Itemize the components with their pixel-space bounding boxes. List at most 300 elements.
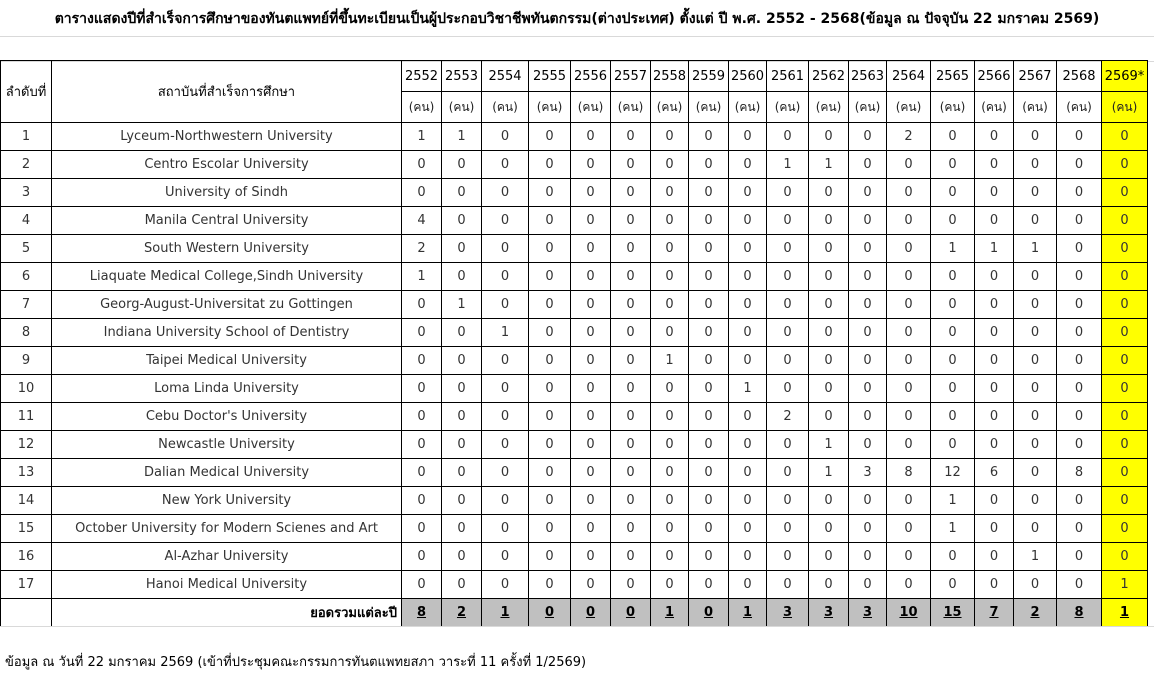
- count-cell: 0: [689, 123, 729, 151]
- count-cell: 0: [402, 151, 442, 179]
- count-cell: 0: [442, 347, 482, 375]
- count-cell: 0: [729, 291, 767, 319]
- count-cell: 0: [689, 431, 729, 459]
- count-cell: 0: [809, 375, 849, 403]
- row-number: 6: [1, 263, 52, 291]
- count-cell: 0: [1102, 123, 1148, 151]
- count-cell: 0: [571, 123, 611, 151]
- count-cell: 0: [442, 179, 482, 207]
- count-cell: 1: [482, 319, 529, 347]
- count-cell: 0: [767, 375, 809, 403]
- count-cell: 0: [729, 207, 767, 235]
- count-cell: 0: [849, 291, 887, 319]
- total-cell: 0: [571, 599, 611, 627]
- count-cell: 0: [767, 347, 809, 375]
- count-cell: 0: [729, 235, 767, 263]
- count-cell: 2: [767, 403, 809, 431]
- count-cell: 0: [729, 543, 767, 571]
- row-number: 1: [1, 123, 52, 151]
- count-cell: 1: [809, 431, 849, 459]
- count-cell: 0: [767, 319, 809, 347]
- count-cell: 0: [887, 571, 931, 599]
- count-cell: 0: [767, 459, 809, 487]
- count-cell: 0: [1014, 319, 1057, 347]
- count-cell: 0: [482, 375, 529, 403]
- count-cell: 0: [767, 235, 809, 263]
- count-cell: 0: [689, 571, 729, 599]
- count-cell: 0: [402, 459, 442, 487]
- count-cell: 0: [1014, 347, 1057, 375]
- count-cell: 0: [1102, 291, 1148, 319]
- count-cell: 0: [809, 319, 849, 347]
- count-cell: 0: [849, 207, 887, 235]
- count-cell: 0: [571, 543, 611, 571]
- count-cell: 0: [442, 543, 482, 571]
- row-number: 16: [1, 543, 52, 571]
- count-cell: 0: [482, 543, 529, 571]
- count-cell: 0: [809, 347, 849, 375]
- count-cell: 0: [767, 543, 809, 571]
- row-number: 7: [1, 291, 52, 319]
- count-cell: 0: [729, 179, 767, 207]
- table-row: [1, 291, 1148, 319]
- count-cell: 0: [887, 207, 931, 235]
- count-cell: 0: [611, 515, 651, 543]
- count-cell: 0: [887, 347, 931, 375]
- institution-name: Centro Escolar University: [52, 151, 402, 179]
- count-cell: 0: [571, 431, 611, 459]
- count-cell: 0: [1014, 487, 1057, 515]
- count-cell: 0: [1102, 403, 1148, 431]
- year-header-row: [1, 61, 1148, 92]
- count-cell: 0: [689, 319, 729, 347]
- year-header: 2559: [689, 61, 729, 92]
- table-row: [1, 487, 1148, 515]
- institution-name: Taipei Medical University: [52, 347, 402, 375]
- count-cell: 0: [611, 487, 651, 515]
- unit-label: (คน): [1014, 92, 1057, 123]
- count-cell: 6: [975, 459, 1014, 487]
- institution-name: Manila Central University: [52, 207, 402, 235]
- institution-name: South Western University: [52, 235, 402, 263]
- count-cell: 0: [651, 179, 689, 207]
- count-cell: 0: [611, 347, 651, 375]
- year-header: 2563: [849, 61, 887, 92]
- count-cell: 0: [529, 571, 571, 599]
- count-cell: 0: [482, 263, 529, 291]
- count-cell: 0: [849, 487, 887, 515]
- institution-name: Georg-August-Universitat zu Gottingen: [52, 291, 402, 319]
- count-cell: 0: [729, 459, 767, 487]
- count-cell: 0: [529, 263, 571, 291]
- count-cell: 0: [887, 543, 931, 571]
- count-cell: 0: [887, 235, 931, 263]
- count-cell: 0: [931, 319, 975, 347]
- year-header: 2557: [611, 61, 651, 92]
- count-cell: 0: [571, 263, 611, 291]
- count-cell: 3: [849, 459, 887, 487]
- count-cell: 0: [651, 515, 689, 543]
- count-cell: 0: [689, 151, 729, 179]
- count-cell: 0: [1057, 291, 1102, 319]
- count-cell: 0: [529, 487, 571, 515]
- count-cell: 0: [975, 487, 1014, 515]
- count-cell: 0: [1057, 375, 1102, 403]
- count-cell: 0: [849, 347, 887, 375]
- count-cell: 0: [571, 235, 611, 263]
- count-cell: 0: [402, 375, 442, 403]
- count-cell: 0: [849, 123, 887, 151]
- unit-label: (คน): [442, 92, 482, 123]
- totals-row: [1, 599, 1148, 627]
- count-cell: 0: [1102, 487, 1148, 515]
- row-number: 2: [1, 151, 52, 179]
- count-cell: 0: [482, 179, 529, 207]
- count-cell: 0: [809, 487, 849, 515]
- unit-label: (คน): [729, 92, 767, 123]
- count-cell: 0: [729, 319, 767, 347]
- count-cell: 1: [729, 375, 767, 403]
- count-cell: 0: [887, 319, 931, 347]
- count-cell: 0: [611, 179, 651, 207]
- year-header: 2558: [651, 61, 689, 92]
- total-cell: 1: [1102, 599, 1148, 627]
- count-cell: 0: [611, 151, 651, 179]
- count-cell: 0: [887, 515, 931, 543]
- total-cell: 15: [931, 599, 975, 627]
- count-cell: 0: [1102, 151, 1148, 179]
- count-cell: 0: [849, 515, 887, 543]
- unit-label: (คน): [402, 92, 442, 123]
- count-cell: 0: [729, 571, 767, 599]
- unit-label: (คน): [887, 92, 931, 123]
- graduation-table: [0, 60, 1148, 627]
- row-number: 15: [1, 515, 52, 543]
- count-cell: 0: [529, 319, 571, 347]
- count-cell: 0: [849, 151, 887, 179]
- count-cell: 0: [651, 123, 689, 151]
- footnote: [0, 626, 1154, 674]
- count-cell: 0: [1014, 375, 1057, 403]
- table-row: [1, 263, 1148, 291]
- row-number: 3: [1, 179, 52, 207]
- count-cell: 0: [1102, 179, 1148, 207]
- count-cell: 0: [689, 459, 729, 487]
- count-cell: 0: [931, 347, 975, 375]
- row-number: 17: [1, 571, 52, 599]
- count-cell: 0: [529, 459, 571, 487]
- count-cell: 0: [402, 487, 442, 515]
- unit-label: (คน): [529, 92, 571, 123]
- count-cell: 0: [651, 543, 689, 571]
- institution-name: Loma Linda University: [52, 375, 402, 403]
- count-cell: 0: [529, 207, 571, 235]
- count-cell: 0: [1014, 151, 1057, 179]
- year-header: 2567: [1014, 61, 1057, 92]
- count-cell: 0: [975, 207, 1014, 235]
- table-row: [1, 207, 1148, 235]
- row-number: 11: [1, 403, 52, 431]
- count-cell: 0: [1014, 571, 1057, 599]
- institution-name: Liaquate Medical College,Sindh University: [52, 263, 402, 291]
- count-cell: 8: [1057, 459, 1102, 487]
- count-cell: 0: [729, 123, 767, 151]
- count-cell: 0: [402, 515, 442, 543]
- total-cell: 3: [849, 599, 887, 627]
- count-cell: 0: [729, 431, 767, 459]
- unit-label: (คน): [611, 92, 651, 123]
- year-header: 2561: [767, 61, 809, 92]
- count-cell: 0: [887, 151, 931, 179]
- count-cell: 0: [1057, 543, 1102, 571]
- count-cell: 0: [482, 151, 529, 179]
- count-cell: 0: [611, 375, 651, 403]
- year-header: 2568: [1057, 61, 1102, 92]
- count-cell: 0: [809, 123, 849, 151]
- count-cell: 0: [442, 487, 482, 515]
- count-cell: 0: [767, 431, 809, 459]
- unit-label: (คน): [809, 92, 849, 123]
- count-cell: 0: [1014, 431, 1057, 459]
- count-cell: 0: [767, 207, 809, 235]
- institution-name: New York University: [52, 487, 402, 515]
- unit-label: (คน): [975, 92, 1014, 123]
- count-cell: 0: [611, 319, 651, 347]
- unit-label: (คน): [689, 92, 729, 123]
- count-cell: 0: [975, 291, 1014, 319]
- count-cell: 0: [571, 207, 611, 235]
- row-number: 14: [1, 487, 52, 515]
- count-cell: 0: [651, 291, 689, 319]
- count-cell: 0: [1014, 291, 1057, 319]
- total-cell: 10: [887, 599, 931, 627]
- count-cell: 0: [931, 543, 975, 571]
- count-cell: 0: [689, 235, 729, 263]
- count-cell: 0: [529, 431, 571, 459]
- count-cell: 0: [442, 151, 482, 179]
- count-cell: 1: [809, 151, 849, 179]
- count-cell: 0: [611, 123, 651, 151]
- count-cell: 0: [651, 319, 689, 347]
- count-cell: 0: [1057, 151, 1102, 179]
- count-cell: 0: [1102, 347, 1148, 375]
- count-cell: 0: [729, 263, 767, 291]
- table-row: [1, 123, 1148, 151]
- count-cell: 0: [887, 375, 931, 403]
- count-cell: 1: [1102, 571, 1148, 599]
- count-cell: 0: [849, 431, 887, 459]
- total-cell: 3: [767, 599, 809, 627]
- row-number: 9: [1, 347, 52, 375]
- count-cell: 0: [482, 515, 529, 543]
- count-cell: 0: [651, 487, 689, 515]
- count-cell: 0: [849, 179, 887, 207]
- unit-label: (คน): [1102, 92, 1148, 123]
- count-cell: 0: [975, 515, 1014, 543]
- count-cell: 0: [887, 291, 931, 319]
- count-cell: 0: [529, 403, 571, 431]
- count-cell: 0: [402, 319, 442, 347]
- count-cell: 0: [931, 179, 975, 207]
- count-cell: 0: [1014, 179, 1057, 207]
- page-title: ตารางแสดงปีที่สำเร็จการศึกษาของทันตแพทย์ที่ขึ้นทะเบียนเป็นผู้ประกอบวิชาชีพทันตกรรม(ต่างประเทศ) ตั้งแต่ ปี พ.ศ. 2552 - 2568(ข้อมูล ณ ปัจจุบัน 22 มกราคม 2569): [54, 11, 1100, 27]
- count-cell: 0: [809, 571, 849, 599]
- count-cell: 0: [767, 291, 809, 319]
- count-cell: 0: [482, 347, 529, 375]
- count-cell: 0: [931, 207, 975, 235]
- count-cell: 0: [482, 207, 529, 235]
- count-cell: 0: [1057, 487, 1102, 515]
- count-cell: 0: [571, 319, 611, 347]
- count-cell: 0: [931, 431, 975, 459]
- total-cell: 7: [975, 599, 1014, 627]
- count-cell: 0: [611, 459, 651, 487]
- count-cell: 0: [611, 263, 651, 291]
- year-header: 2565: [931, 61, 975, 92]
- count-cell: 0: [571, 403, 611, 431]
- count-cell: 0: [1014, 207, 1057, 235]
- row-number: 8: [1, 319, 52, 347]
- count-cell: 1: [402, 263, 442, 291]
- count-cell: 0: [1057, 179, 1102, 207]
- institution-header: สถาบันที่สำเร็จการศึกษา: [52, 61, 402, 123]
- institution-name: Indiana University School of Dentistry: [52, 319, 402, 347]
- count-cell: 0: [809, 263, 849, 291]
- year-header: 2569*: [1102, 61, 1148, 92]
- count-cell: 0: [1102, 207, 1148, 235]
- count-cell: 0: [1014, 459, 1057, 487]
- table-row: [1, 375, 1148, 403]
- count-cell: 2: [887, 123, 931, 151]
- year-header: 2566: [975, 61, 1014, 92]
- count-cell: 2: [402, 235, 442, 263]
- count-cell: 0: [1057, 403, 1102, 431]
- count-cell: 0: [529, 347, 571, 375]
- unit-label: (คน): [651, 92, 689, 123]
- count-cell: 1: [931, 487, 975, 515]
- table-row: [1, 571, 1148, 599]
- year-header: 2552: [402, 61, 442, 92]
- count-cell: 0: [442, 319, 482, 347]
- total-cell: 8: [1057, 599, 1102, 627]
- year-header: 2553: [442, 61, 482, 92]
- count-cell: 0: [975, 123, 1014, 151]
- count-cell: 0: [651, 235, 689, 263]
- table-row: [1, 347, 1148, 375]
- count-cell: 0: [442, 207, 482, 235]
- count-cell: 0: [1057, 235, 1102, 263]
- count-cell: 0: [1014, 263, 1057, 291]
- count-cell: 0: [931, 571, 975, 599]
- count-cell: 0: [809, 207, 849, 235]
- total-cell: 1: [482, 599, 529, 627]
- count-cell: 0: [1102, 431, 1148, 459]
- count-cell: 0: [767, 123, 809, 151]
- year-header: 2560: [729, 61, 767, 92]
- order-header: ลำดับที่: [1, 61, 52, 123]
- count-cell: 0: [729, 515, 767, 543]
- count-cell: 0: [809, 543, 849, 571]
- count-cell: 0: [849, 375, 887, 403]
- institution-name: October University for Modern Scienes and Art: [52, 515, 402, 543]
- institution-name: Newcastle University: [52, 431, 402, 459]
- count-cell: 0: [611, 543, 651, 571]
- count-cell: 0: [689, 543, 729, 571]
- count-cell: 0: [887, 487, 931, 515]
- footnote-text: ข้อมูล ณ วันที่ 22 มกราคม 2569 (เข้าที่ประชุมคณะกรรมการทันตแพทยสภา วาระที่ 11 ครั้งที่ 1/2569): [5, 655, 587, 670]
- total-cell: 0: [529, 599, 571, 627]
- table-row: [1, 403, 1148, 431]
- count-cell: 0: [1057, 263, 1102, 291]
- row-number: 10: [1, 375, 52, 403]
- institution-name: Lyceum-Northwestern University: [52, 123, 402, 151]
- year-header: 2555: [529, 61, 571, 92]
- unit-label: (คน): [1057, 92, 1102, 123]
- count-cell: 0: [767, 263, 809, 291]
- count-cell: 0: [887, 431, 931, 459]
- total-cell: 1: [729, 599, 767, 627]
- count-cell: 0: [767, 571, 809, 599]
- count-cell: 0: [402, 403, 442, 431]
- count-cell: 12: [931, 459, 975, 487]
- count-cell: 0: [651, 403, 689, 431]
- count-cell: 0: [689, 487, 729, 515]
- institution-name: Al-Azhar University: [52, 543, 402, 571]
- count-cell: 0: [689, 403, 729, 431]
- count-cell: 0: [651, 263, 689, 291]
- count-cell: 0: [482, 571, 529, 599]
- count-cell: 0: [402, 179, 442, 207]
- unit-label: (คน): [482, 92, 529, 123]
- spacer-row: [0, 36, 1154, 62]
- count-cell: 0: [931, 151, 975, 179]
- count-cell: 0: [689, 347, 729, 375]
- count-cell: 0: [571, 515, 611, 543]
- institution-name: Dalian Medical University: [52, 459, 402, 487]
- count-cell: 0: [651, 375, 689, 403]
- unit-label: (คน): [849, 92, 887, 123]
- count-cell: 0: [442, 515, 482, 543]
- count-cell: 0: [611, 431, 651, 459]
- year-header: 2562: [809, 61, 849, 92]
- table-row: [1, 543, 1148, 571]
- count-cell: 0: [442, 375, 482, 403]
- count-cell: 0: [482, 459, 529, 487]
- count-cell: 0: [611, 235, 651, 263]
- count-cell: 0: [611, 403, 651, 431]
- count-cell: 0: [611, 291, 651, 319]
- total-cell: 3: [809, 599, 849, 627]
- count-cell: 1: [442, 123, 482, 151]
- count-cell: 0: [729, 151, 767, 179]
- count-cell: 0: [931, 263, 975, 291]
- count-cell: 0: [482, 235, 529, 263]
- count-cell: 0: [849, 235, 887, 263]
- totals-label: ยอดรวมแต่ละปี: [52, 599, 402, 627]
- count-cell: 0: [482, 487, 529, 515]
- count-cell: 0: [1014, 515, 1057, 543]
- count-cell: 0: [651, 571, 689, 599]
- count-cell: 1: [442, 291, 482, 319]
- count-cell: 0: [651, 459, 689, 487]
- count-cell: 0: [975, 319, 1014, 347]
- count-cell: 0: [975, 431, 1014, 459]
- count-cell: 0: [975, 151, 1014, 179]
- institution-name: Hanoi Medical University: [52, 571, 402, 599]
- count-cell: 0: [651, 431, 689, 459]
- count-cell: 0: [1102, 459, 1148, 487]
- count-cell: 0: [1057, 347, 1102, 375]
